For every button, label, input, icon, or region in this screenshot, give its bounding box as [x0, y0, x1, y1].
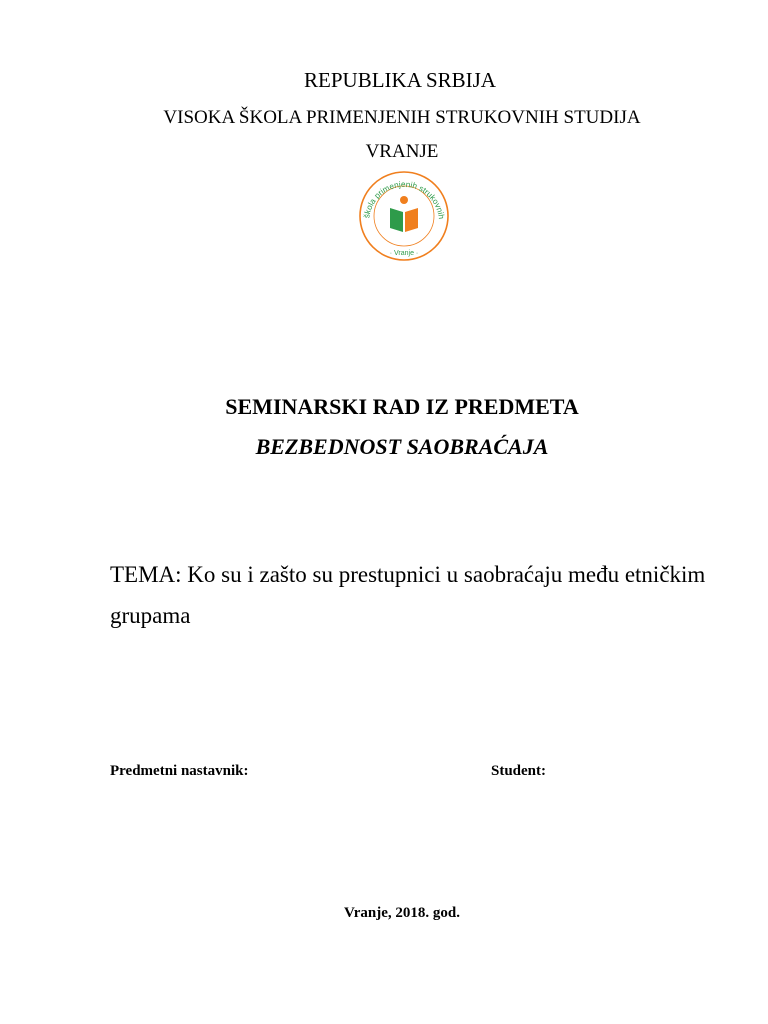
city-name: VRANJE: [365, 141, 439, 162]
seminar-title: SEMINARSKI RAD IZ PREDMETA: [225, 394, 579, 419]
school-name: VISOKA ŠKOLA PRIMENJENIH STRUKOVNIH STUDIJA: [163, 107, 641, 128]
subject-title: BEZBEDNOST SAOBRAĆAJA: [255, 434, 549, 459]
teacher-label: Predmetni nastavnik:: [110, 763, 249, 779]
open-book-icon: [390, 196, 418, 232]
student-label: Student:: [491, 763, 547, 779]
school-logo-svg: [356, 170, 452, 262]
school-logo: [356, 170, 452, 262]
logo-bottom-text: · Vranje ·: [389, 250, 419, 257]
topic-text: TEMA: Ko su i zašto su prestupnici u saobraćaju među etničkim grupama: [110, 562, 706, 628]
country-heading: REPUBLIKA SRBIJA: [304, 68, 496, 92]
place-date: Vranje, 2018. god.: [344, 905, 460, 921]
logo-ring-text: škola primenjenih strukovnih: [362, 179, 446, 220]
